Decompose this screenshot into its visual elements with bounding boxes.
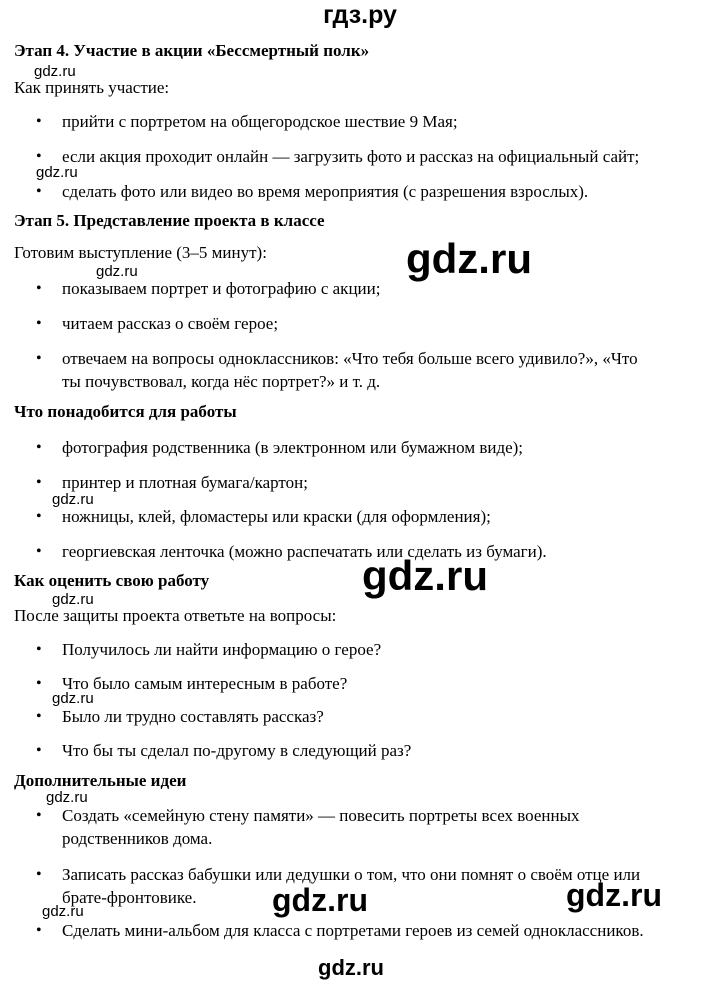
bullet-icon: • — [36, 641, 42, 658]
bullet-icon: • — [36, 807, 42, 824]
watermark-small: gdz.ru — [52, 591, 94, 608]
list-item: Что было самым интересным в работе? — [62, 674, 348, 693]
list-item: прийти с портретом на общегородское шествие 9 Мая; — [62, 112, 458, 131]
bullet-icon: • — [36, 866, 42, 883]
bullet-icon: • — [36, 922, 42, 939]
watermark-small: gdz.ru — [34, 63, 76, 80]
watermark-large: gdz.ru — [566, 877, 662, 913]
bullet-icon: • — [36, 675, 42, 692]
bullet-icon: • — [36, 708, 42, 725]
list-item: Сделать мини-альбом для класса с портретами героев из семей одноклассников. — [62, 921, 644, 940]
section-heading-stage-5: Этап 5. Представление проекта в классе — [14, 211, 325, 230]
list-item: ножницы, клей, фломастеры или краски (для оформления); — [62, 507, 491, 526]
list-item-continuation: родственников дома. — [62, 829, 213, 848]
list-item: показываем портрет и фотографию с акции; — [62, 279, 381, 298]
list-item: георгиевская ленточка (можно распечатать или сделать из бумаги). — [62, 542, 547, 561]
bullet-icon: • — [36, 315, 42, 332]
section-heading-materials: Что понадобится для работы — [14, 402, 237, 421]
section-heading-ideas: Дополнительные идеи — [14, 771, 187, 790]
list-item: сделать фото или видео во время мероприятия (с разрешения взрослых). — [62, 182, 589, 201]
list-item-continuation: брате-фронтовике. — [62, 888, 197, 907]
list-item: если акция проходит онлайн — загрузить фото и рассказ на официальный сайт; — [62, 147, 640, 166]
watermark-small: gdz.ru — [42, 903, 84, 920]
list-item: читаем рассказ о своём герое; — [62, 314, 279, 333]
bullet-icon: • — [36, 474, 42, 491]
bullet-icon: • — [36, 439, 42, 456]
bullet-icon: • — [36, 183, 42, 200]
section-intro: Готовим выступление (3–5 минут): — [14, 243, 267, 262]
list-item: Получилось ли найти информацию о герое? — [62, 640, 382, 659]
bullet-icon: • — [36, 148, 42, 165]
list-item: Создать «семейную стену памяти» — повесить портреты всех военных — [62, 806, 580, 825]
watermark-large: gdz.ru — [362, 552, 488, 599]
watermark-large: gdz.ru — [272, 882, 368, 918]
bullet-icon: • — [36, 543, 42, 560]
watermark-small: gdz.ru — [52, 491, 94, 508]
bullet-icon: • — [36, 113, 42, 130]
section-intro: После защиты проекта ответьте на вопросы: — [14, 606, 337, 625]
section-intro: Как принять участие: — [14, 78, 170, 97]
section-heading-stage-4: Этап 4. Участие в акции «Бессмертный полк» — [14, 41, 370, 60]
list-item-continuation: ты почувствовал, когда нёс портрет?» и т. д. — [62, 372, 381, 391]
watermark-small: gdz.ru — [36, 164, 78, 181]
section-heading-evaluation: Как оценить свою работу — [14, 571, 210, 590]
watermark-large: gdz.ru — [406, 235, 532, 282]
footer-watermark: gdz.ru — [318, 955, 384, 980]
bullet-icon: • — [36, 508, 42, 525]
bullet-icon: • — [36, 280, 42, 297]
list-item: отвечаем на вопросы одноклассников: «Что тебя больше всего удивило?», «Что — [62, 349, 638, 368]
list-item: Было ли трудно составлять рассказ? — [62, 707, 324, 726]
list-item: Записать рассказ бабушки или дедушки о том, что они помнят о своём отце или — [62, 865, 641, 884]
bullet-icon: • — [36, 742, 42, 759]
list-item: Что бы ты сделал по-другому в следующий раз? — [62, 741, 412, 760]
list-item: принтер и плотная бумага/картон; — [62, 473, 308, 492]
bullet-icon: • — [36, 350, 42, 367]
site-header: гдз.ру — [323, 1, 397, 29]
watermark-small: gdz.ru — [46, 789, 88, 806]
watermark-small: gdz.ru — [96, 263, 138, 280]
watermark-small: gdz.ru — [52, 690, 94, 707]
list-item: фотография родственника (в электронном или бумажном виде); — [62, 438, 524, 457]
